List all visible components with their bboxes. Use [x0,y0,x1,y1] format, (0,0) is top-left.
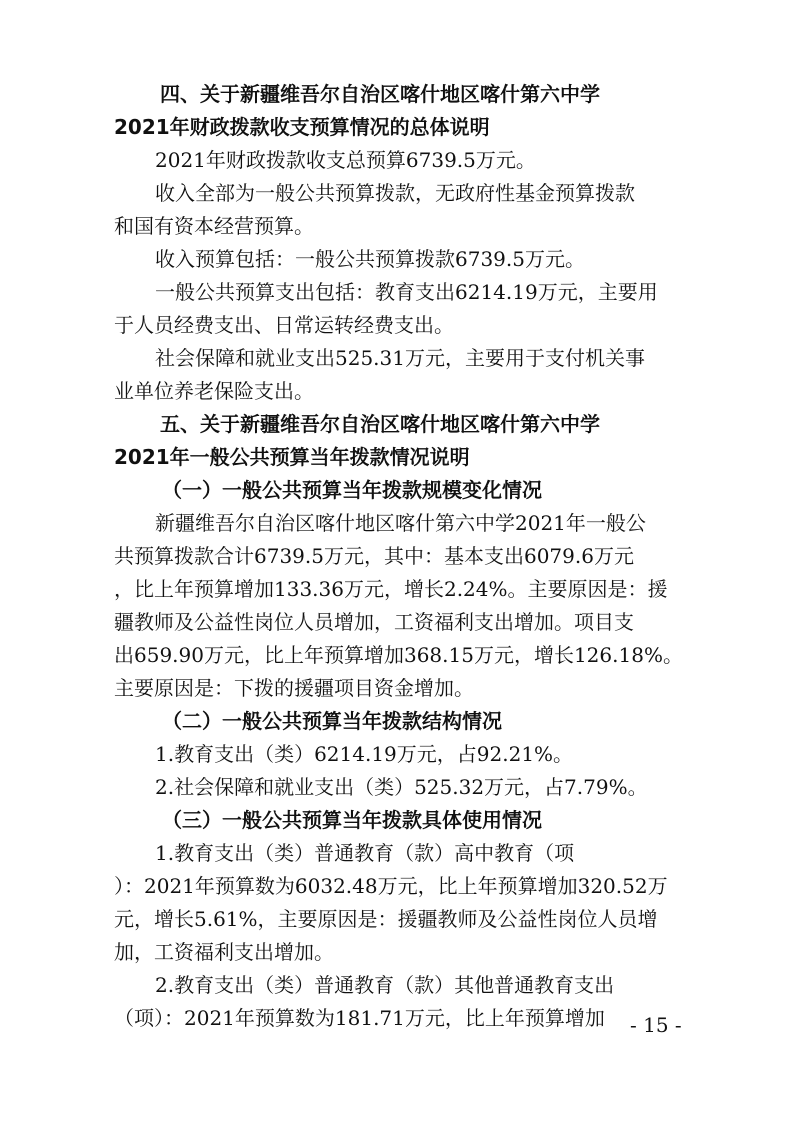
subsection-two-heading: （二）一般公共预算当年拨款结构情况 [162,709,502,733]
paragraph-total-budget: 2021年财政拨款收支总预算6739.5万元。 [155,148,536,172]
paragraph-scale-line6: 主要原因是：下拨的援疆项目资金增加。 [114,676,474,700]
section-four-heading-line1: 四、关于新疆维吾尔自治区喀什地区喀什第六中学 [160,82,600,106]
paragraph-social-security-line2: 业单位养老保险支出。 [114,379,314,403]
section-five-heading-line2: 2021年一般公共预算当年拨款情况说明 [114,445,470,469]
paragraph-income-budget: 收入预算包括：一般公共预算拨款6739.5万元。 [155,247,585,271]
usage-item-one-line2: ）：2021年预算数为6032.48万元，比上年预算增加320.52万 [114,874,668,898]
paragraph-scale-line2: 共预算拨款合计6739.5万元，其中：基本支出6079.6万元 [114,544,634,568]
section-five-heading-line1: 五、关于新疆维吾尔自治区喀什地区喀什第六中学 [160,412,600,436]
usage-item-two-line1: 2.教育支出（类）普通教育（款）其他普通教育支出 [155,973,615,997]
subsection-one-heading: （一）一般公共预算当年拨款规模变化情况 [162,478,542,502]
paragraph-income-line1: 收入全部为一般公共预算拨款，无政府性基金预算拨款 [155,181,635,205]
usage-item-one-line4: 加，工资福利支出增加。 [114,940,334,964]
structure-item-social-security: 2.社会保障和就业支出（类）525.32万元，占7.79%。 [155,775,648,799]
paragraph-scale-line3: ，比上年预算增加133.36万元，增长2.24%。主要原因是：援 [114,577,668,601]
structure-item-education: 1.教育支出（类）6214.19万元，占92.21%。 [155,742,574,766]
paragraph-scale-line4: 疆教师及公益性岗位人员增加，工资福利支出增加。项目支 [114,610,634,634]
paragraph-scale-line1: 新疆维吾尔自治区喀什地区喀什第六中学2021年一般公 [155,511,646,535]
paragraph-income-line2: 和国有资本经营预算。 [114,214,314,238]
page-number: - 15 - [630,1013,682,1037]
paragraph-scale-line5: 出659.90万元，比上年预算增加368.15万元，增长126.18%。 [114,643,683,667]
paragraph-expenditure-line2: 于人员经费支出、日常运转经费支出。 [114,313,454,337]
paragraph-expenditure-line1: 一般公共预算支出包括：教育支出6214.19万元，主要用 [155,280,658,304]
usage-item-one-line3: 元，增长5.61%，主要原因是：援疆教师及公益性岗位人员增 [114,907,658,931]
section-four-heading-line2: 2021年财政拨款收支预算情况的总体说明 [114,115,490,139]
paragraph-social-security-line1: 社会保障和就业支出525.31万元，主要用于支付机关事 [155,346,645,370]
usage-item-two-line2: （项）：2021年预算数为181.71万元，比上年预算增加 [114,1006,605,1030]
usage-item-one-line1: 1.教育支出（类）普通教育（款）高中教育（项 [155,841,575,865]
subsection-three-heading: （三）一般公共预算当年拨款具体使用情况 [162,808,542,832]
